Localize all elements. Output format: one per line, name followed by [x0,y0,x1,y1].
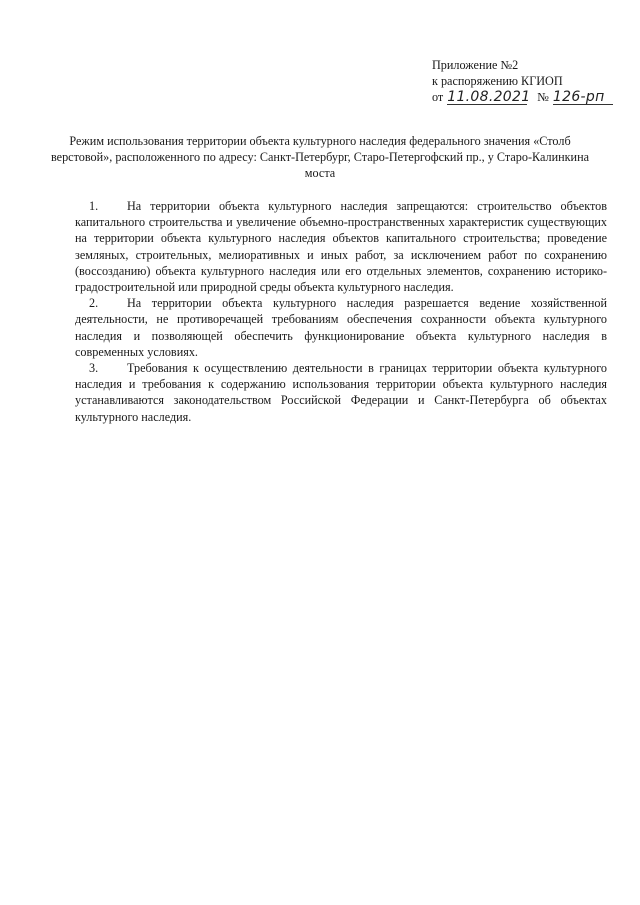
number-prefix: № [537,90,549,104]
paragraph-text: На территории объекта культурного наследия разрешается ведение хозяйственной деятельности, не противоречащей требованиям обеспечения сохранности объекта культурного наследия и позволяющей обеспечить функционирование объекта культурного наследия в современных условиях. [75,296,607,359]
paragraph-text: На территории объекта культурного наследия запрещаются: строительство объектов капитального строительства и увеличение объемно-пространственных характеристик существующих на территории объекта культурного наследия объектов капитального строительства; проведение земляных, строительных, мелиоративных и иных работ, за исключением работ по сохранению (воссозданию) объекта культурного наследия или его отдельных элементов, сохранению историко-градостроительной или природной среды объекта культурного наследия. [75,199,607,295]
handwritten-order-number: 126-рп [553,90,613,105]
paragraph-1 [75,198,607,295]
handwritten-date: 11.08.2021 [447,89,531,105]
paragraph-number: 1. [89,199,99,213]
paragraph-2 [75,295,607,360]
paragraph-text: Требования к осуществлению деятельности в границах территории объекта культурного наследия и требования к содержанию использования территории объекта культурного наследия устанавливаются законодательством Российской Федерации и Санкт-Петербурга об объектах культурного наследия. [75,361,607,424]
date-prefix: от [432,90,444,104]
paragraph-3 [75,360,607,425]
document-body [75,198,607,425]
paragraph-number: 2. [89,296,99,311]
appendix-header [432,57,632,105]
paragraph-number: 3. [89,361,99,376]
appendix-date-number-line [432,89,632,105]
appendix-label: Приложение №2 [432,58,519,72]
appendix-order-reference: к распоряжению КГИОП [432,74,563,88]
document-title: Режим использования территории объекта культурного наследия федерального значения «Столб верстовой», расположенного по адресу: Санкт-Петербург, Старо-Петергофский пр., у Старо-Калинкина моста [50,134,590,180]
